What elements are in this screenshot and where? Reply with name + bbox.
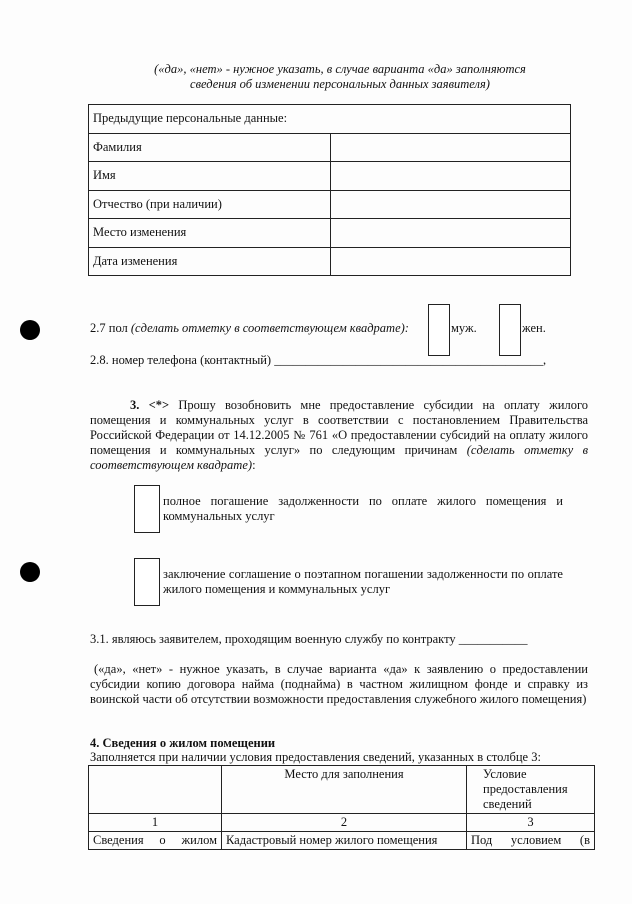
name-label: Имя (89, 162, 331, 191)
housing-info-table (88, 765, 595, 850)
option-installment-agreement-checkbox[interactable] (134, 558, 160, 606)
section31-input-line[interactable]: ___________ (458, 632, 528, 646)
gender-hint: (сделать отметку в соответствующем квадрате): (130, 321, 409, 335)
t4-header-col2: Место для заполнения (222, 766, 467, 814)
t4-row1-col1: Сведения о жилом (89, 832, 222, 850)
gender-row (90, 321, 409, 336)
previous-data-table (88, 104, 571, 276)
intro-note-line1: («да», «нет» - нужное указать, в случае варианта «да» заполняются (154, 62, 526, 76)
name-field[interactable] (331, 162, 571, 191)
surname-field[interactable] (331, 133, 571, 162)
patronymic-label: Отчество (при наличии) (89, 190, 331, 219)
t4-colnum-3: 3 (467, 814, 595, 832)
section31-text: 3.1. являюсь заявителем, проходящим военную службу по контракту (90, 632, 459, 646)
punch-hole-top (20, 320, 40, 340)
section4-title: 4. Сведения о жилом помещении (90, 736, 276, 750)
phone-input-line[interactable]: ___________________________________________, (274, 353, 547, 367)
t4-header-col3: Условие предоставления сведений (467, 766, 595, 814)
section3-text: Прошу возобновить мне предоставление субсидии на оплату жилого помещения и коммунальных услуг в соответствии с постановлением Правительства Российской Федерации от 14.12.2005 № 761 «О предоставлении субсидий на оплату жилого помещения и коммунальных услуг» по следующим причинам (90, 398, 589, 457)
t4-colnum-1: 1 (89, 814, 222, 832)
previous-data-header: Предыдущие персональные данные: (89, 105, 571, 134)
option-full-repayment-label: полное погашение задолженности по оплате жилого помещения и коммунальных услуг (163, 494, 563, 523)
section4-subtitle: Заполняется при наличии условия предоставления сведений, указанных в столбце 3: (90, 750, 541, 764)
section3-number: 3. <*> (130, 398, 170, 412)
patronymic-field[interactable] (331, 190, 571, 219)
gender-male-checkbox[interactable] (428, 304, 450, 356)
gender-female-label: жен. (522, 321, 546, 335)
t4-colnum-2: 2 (222, 814, 467, 832)
surname-label: Фамилия (89, 133, 331, 162)
section31-note: («да», «нет» - нужное указать, в случае варианта «да» к заявлению о предоставлении субсидии копию договора найма (поднайма) в частном жилищном фонде и справку из воинской части об отсутствии возможности предоставления служебного жилого помещения) (90, 662, 588, 706)
change-date-label: Дата изменения (89, 247, 331, 276)
change-place-label: Место изменения (89, 219, 331, 248)
intro-note-line2: сведения об изменении персональных данных заявителя) (190, 77, 490, 91)
change-place-field[interactable] (331, 219, 571, 248)
section3-hint: (сделать отметку в соответствующем квадрате) (90, 443, 588, 472)
gender-male-label: муж. (451, 321, 477, 335)
section3-paragraph (90, 398, 588, 473)
section3-colon: : (252, 458, 256, 472)
gender-female-checkbox[interactable] (499, 304, 521, 356)
t4-row1-col3: Под условием (в (467, 832, 595, 850)
gender-label: 2.7 пол (90, 321, 128, 335)
option-installment-agreement-label: заключение соглашение о поэтапном погашении задолженности по оплате жилого помещения и коммунальных услуг (163, 567, 563, 596)
phone-row (90, 353, 546, 368)
change-date-field[interactable] (331, 247, 571, 276)
t4-header-col1 (89, 766, 222, 814)
option-full-repayment-checkbox[interactable] (134, 485, 160, 533)
punch-hole-bottom (20, 562, 40, 582)
section31-row (90, 632, 528, 647)
phone-label: 2.8. номер телефона (контактный) (90, 353, 275, 367)
t4-row1-col2: Кадастровый номер жилого помещения (222, 832, 467, 850)
